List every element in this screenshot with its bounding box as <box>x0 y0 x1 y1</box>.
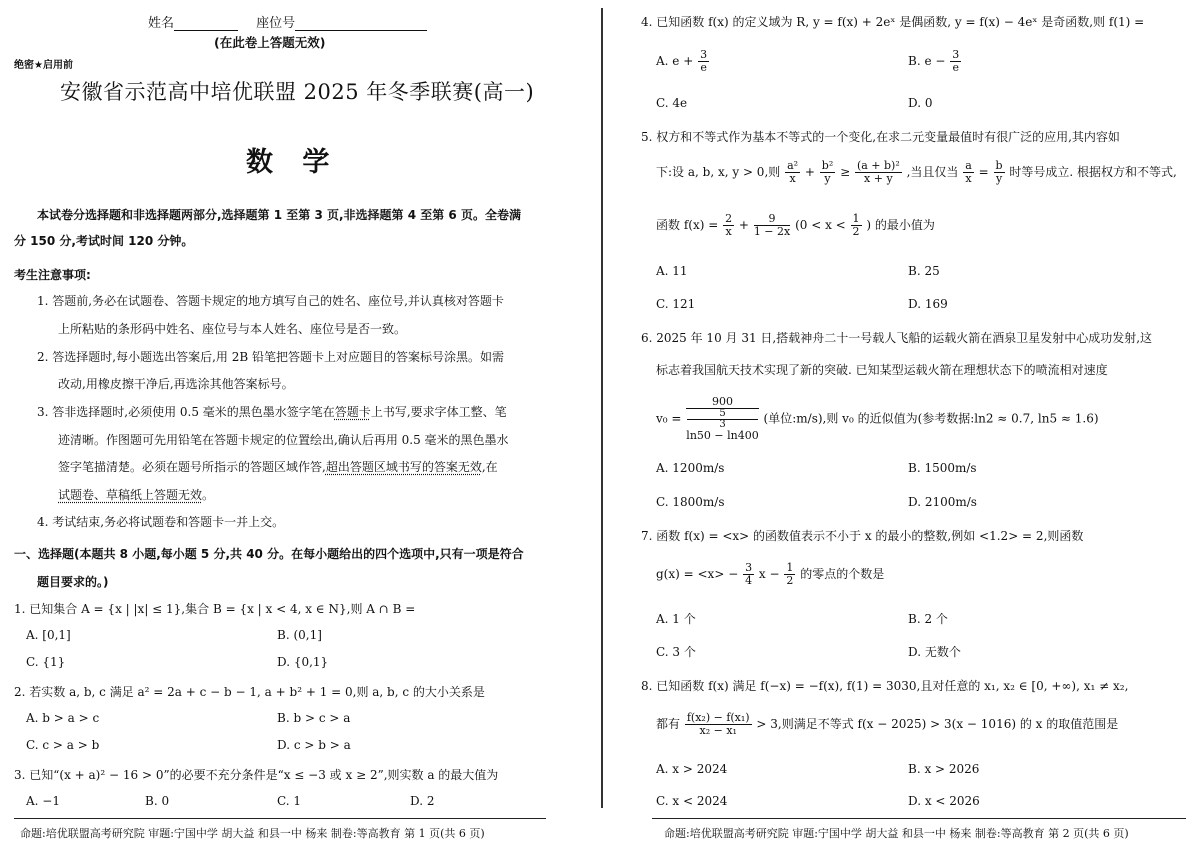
q6-v-pre: v₀ = <box>656 411 682 426</box>
q3-option-c: C. 1 <box>277 794 302 808</box>
q6-v-den <box>686 409 758 442</box>
q7-g2 <box>784 562 795 587</box>
q5-option-a: A. 11 <box>656 264 688 278</box>
note-4: 4. 考试结束,务必将试题卷和答题卡一并上交。 <box>37 515 285 529</box>
q4-stem: 4. 已知函数 f(x) 的定义域为 R, y = f(x) + 2eˣ 是偶函数, y = f(x) − 4eˣ 是奇函数,则 f(1) = <box>641 15 1145 29</box>
q6-v-fraction <box>686 396 758 442</box>
q1-option-a: A. [0,1] <box>26 628 71 642</box>
q7-line-1: 7. 函数 f(x) = <x> 的函数值表示不小于 x 的最小的整数,例如 <1.2> = 2,则函数 <box>641 529 1084 543</box>
q4-a-text: A. e + <box>656 54 694 68</box>
footer-rule-right <box>652 818 1186 819</box>
q4-option-b <box>908 49 962 74</box>
q5-l2-pre: 下:设 a, b, x, y > 0,则 <box>656 165 781 179</box>
q4-a-fraction <box>698 49 709 74</box>
q6-option-b: B. 1500m/s <box>908 461 977 475</box>
q5-cond-num: 1 <box>852 212 860 225</box>
q4-option-d: D. 0 <box>908 96 933 110</box>
q7-option-b: B. 2 个 <box>908 612 948 626</box>
q7-option-c: C. 3 个 <box>656 645 696 659</box>
q2-option-c: C. c > a > b <box>26 738 100 752</box>
q1-option-d: D. {0,1} <box>277 655 329 669</box>
q8-line-2 <box>656 712 1118 737</box>
q5-plus: + <box>804 165 815 179</box>
page-divider <box>601 8 603 808</box>
q7-g1-den: 4 <box>745 574 753 587</box>
q4-option-a <box>656 49 710 74</box>
section1-line-2: 题目要求的。) <box>37 575 109 589</box>
q5-l3-post: 的最小值为 <box>874 218 935 232</box>
q6-den-b: 3 <box>719 419 726 430</box>
q4-option-c: C. 4e <box>656 96 688 110</box>
q7-option-d: D. 无数个 <box>908 645 961 659</box>
q2-stem: 2. 若实数 a, b, c 满足 a² = 2a + c − b − 1, a + b² + 1 = 0,则 a, b, c 的大小关系是 <box>14 685 485 699</box>
q5-line-1: 5. 权方和不等式作为基本不等式的一个变化,在求二元变量最值时有很广泛的应用,其内容如 <box>641 130 1120 144</box>
footer-rule-left <box>14 818 546 819</box>
no-answer-notice: (在此卷上答题无效) <box>214 35 326 50</box>
q5-t2-den: y <box>824 172 831 185</box>
intro-line-1: 本试卷分选择题和非选择题两部分,选择题第 1 至第 3 页,非选择题第 4 至第 6 页。全卷满 <box>37 208 521 222</box>
note-3c-part1: 签字笔描清楚。必须在题号所指示的答题区域作答, <box>58 460 326 474</box>
q5-t1-den: x <box>789 172 796 185</box>
q2-option-a: A. b > a > c <box>26 711 100 725</box>
q6-den-a: 5 <box>687 409 757 420</box>
q7-g1 <box>743 562 754 587</box>
q5-cond-fraction <box>851 213 862 238</box>
note-3b: 迹清晰。作图题可先用铅笔在答题卡规定的位置绘出,确认后再用 0.5 毫米的黑色墨水 <box>58 433 509 447</box>
q1-option-b: B. (0,1] <box>277 628 322 642</box>
name-seat-line <box>148 12 427 31</box>
q6-den-post: ln50 − ln400 <box>686 429 759 442</box>
q5-t5-num: b <box>995 159 1003 172</box>
q5-line-3 <box>656 213 935 238</box>
q5-line-2 <box>656 160 1177 185</box>
note-3c <box>58 458 498 475</box>
q3-option-d: D. 2 <box>410 794 435 808</box>
q5-t4-den: x <box>965 172 972 185</box>
q8-frac-den: x₂ − x₁ <box>699 724 737 737</box>
q5-t3-den: x + y <box>864 172 893 185</box>
note-3c-part3: ,在 <box>481 460 498 474</box>
q6-line-3 <box>656 396 1099 442</box>
note-3d <box>58 486 214 503</box>
q5-t1-num: a² <box>787 159 799 172</box>
q1-stem: 1. 已知集合 A = {x | |x| ≤ 1},集合 B = {x | x < 4, x ∈ N},则 A ∩ B = <box>14 602 416 616</box>
q4-a-num: 3 <box>700 48 708 61</box>
q6-v-num: 900 <box>686 396 758 409</box>
q5-l2-mid: ,当且仅当 <box>906 165 959 179</box>
q6-option-d: D. 2100m/s <box>908 495 977 509</box>
q7-g-mid: x − <box>758 567 780 581</box>
section1-line-1: 一、选择题(本题共 8 小题,每小题 5 分,共 40 分。在每小题给出的四个选项中,只有一项是符合 <box>14 547 524 561</box>
q5-l3-pre: 函数 f(x) = <box>656 218 719 232</box>
q3-option-b: B. 0 <box>145 794 170 808</box>
secret-mark: 绝密★启用前 <box>14 60 73 71</box>
q4-a-den: e <box>700 61 707 74</box>
q5-eq: = <box>978 165 989 179</box>
q5-f2-den: 1 − 2x <box>753 225 791 238</box>
q3-option-a: A. −1 <box>26 794 60 808</box>
q4-b-den: e <box>952 61 959 74</box>
q6-line-2: 标志着我国航天技术实现了新的突破. 已知某型运载火箭在理想状态下的喷流相对速度 <box>656 363 1108 377</box>
q1-option-c: C. {1} <box>26 655 66 669</box>
q7-g2-den: 2 <box>786 574 794 587</box>
name-label: 姓名 <box>148 16 175 31</box>
q3-stem: 3. 已知“(x + a)² − 16 > 0”的必要不充分条件是“x ≤ −3 或 x ≥ 2”,则实数 a 的最大值为 <box>14 768 499 782</box>
q5-option-d: D. 169 <box>908 297 948 311</box>
q7-g-post: 的零点的个数是 <box>800 567 885 581</box>
q8-fraction <box>685 712 752 737</box>
q5-term5 <box>994 160 1005 185</box>
q5-option-b: B. 25 <box>908 264 940 278</box>
footer-left: 命题:培优联盟高考研究院 审题:宁国中学 胡大益 和县一中 杨来 制卷:等高教育 第 1 页(共 6 页) <box>20 827 485 840</box>
q2-option-b: B. b > c > a <box>277 711 351 725</box>
q5-f-plus: + <box>738 218 749 232</box>
q5-f2 <box>754 213 790 238</box>
note-3c-emphasis: 超出答题区域书写的答案无效 <box>325 460 482 474</box>
q8-option-b: B. x > 2026 <box>908 762 980 776</box>
name-blank <box>174 18 238 31</box>
q5-f1-den: x <box>725 225 732 238</box>
q5-t5-den: y <box>995 172 1003 185</box>
intro-line-2: 分 150 分,考试时间 120 分钟。 <box>14 234 194 248</box>
q5-cond-post: ) <box>866 218 872 232</box>
q7-g2-num: 1 <box>786 561 794 574</box>
q8-frac-num: f(x₂) − f(x₁) <box>686 711 750 724</box>
footer-right: 命题:培优联盟高考研究院 审题:宁国中学 胡大益 和县一中 杨来 制卷:等高教育 第 2 页(共 6 页) <box>664 827 1129 840</box>
note-3d-emphasis: 试题卷、草稿纸上答题无效 <box>58 488 203 502</box>
note-3a-part3: 上书写,要求字体工整、笔 <box>370 405 507 419</box>
q8-l2-post: > 3,则满足不等式 f(x − 2025) > 3(x − 1016) 的 x 的取值范围是 <box>756 717 1119 731</box>
q7-g-pre: g(x) = <x> − <box>656 567 739 581</box>
q6-option-c: C. 1800m/s <box>656 495 725 509</box>
note-1a: 1. 答题前,务必在试题卷、答题卡规定的地方填写自己的姓名、座位号,并认真核对答题卡 <box>37 294 504 308</box>
q8-option-d: D. x < 2026 <box>908 794 980 808</box>
note-3d-end: 。 <box>202 488 215 502</box>
q5-t3-num: (a + b)² <box>856 159 900 172</box>
q5-t4-num: a <box>965 159 972 172</box>
q5-t2-num: b² <box>821 159 834 172</box>
q8-option-c: C. x < 2024 <box>656 794 728 808</box>
q5-geq: ≥ <box>840 165 851 179</box>
q5-term4 <box>963 160 974 185</box>
q2-option-d: D. c > b > a <box>277 738 351 752</box>
q5-cond-pre: (0 < x < <box>795 218 846 232</box>
note-3a-answer-card: 答题卡 <box>334 405 371 419</box>
q5-f1 <box>723 213 734 238</box>
q6-line-1: 6. 2025 年 10 月 31 日,搭载神舟二十一号载人飞船的运载火箭在酒泉卫星发射中心成功发射,这 <box>641 331 1153 345</box>
note-3a <box>37 403 507 420</box>
q5-f1-num: 2 <box>725 212 733 225</box>
note-3a-part1: 3. 答非选择题时,必须使用 0.5 毫米的黑色墨水签字笔在 <box>37 405 335 419</box>
seat-label: 座位号 <box>256 16 296 31</box>
q5-term2 <box>820 160 835 185</box>
q5-cond-den: 2 <box>852 225 860 238</box>
q8-line-1: 8. 已知函数 f(x) 满足 f(−x) = −f(x), f(1) = 3030,且对任意的 x₁, x₂ ∈ [0, +∞), x₁ ≠ x₂, <box>641 679 1129 693</box>
q4-b-num: 3 <box>952 48 960 61</box>
notes-title: 考生注意事项: <box>14 268 91 282</box>
q4-b-fraction <box>950 49 961 74</box>
note-2a: 2. 答选择题时,每小题选出答案后,用 2B 铅笔把答题卡上对应题目的答案标号涂黑。如需 <box>37 350 504 364</box>
exam-title: 安徽省示范高中培优联盟 2025 年冬季联赛(高一) <box>60 80 535 104</box>
q8-option-a: A. x > 2024 <box>656 762 728 776</box>
note-1b: 上所粘贴的条形码中姓名、座位号与本人姓名、座位号是否一致。 <box>58 322 407 336</box>
seat-blank <box>295 18 427 31</box>
q5-f2-num: 9 <box>754 213 790 226</box>
subject-title: 数 学 <box>246 147 340 178</box>
q7-line-2 <box>656 562 884 587</box>
q7-g1-num: 3 <box>745 561 753 574</box>
q8-l2-pre: 都有 <box>656 717 681 731</box>
q6-l3-post: (单位:m/s),则 v₀ 的近似值为(参考数据:ln2 ≈ 0.7, ln5 ≈ 1.6) <box>763 411 1099 426</box>
q4-b-text: B. e − <box>908 54 946 68</box>
q7-option-a: A. 1 个 <box>656 612 696 626</box>
q5-option-c: C. 121 <box>656 297 696 311</box>
q6-den-small-fraction <box>687 409 757 430</box>
q5-l2-post: 时等号成立. 根据权方和不等式, <box>1009 165 1177 179</box>
note-2b: 改动,用橡皮擦干净后,再选涂其他答案标号。 <box>58 377 294 391</box>
q5-term3 <box>855 160 902 185</box>
q6-option-a: A. 1200m/s <box>656 461 725 475</box>
q5-term1 <box>785 160 800 185</box>
